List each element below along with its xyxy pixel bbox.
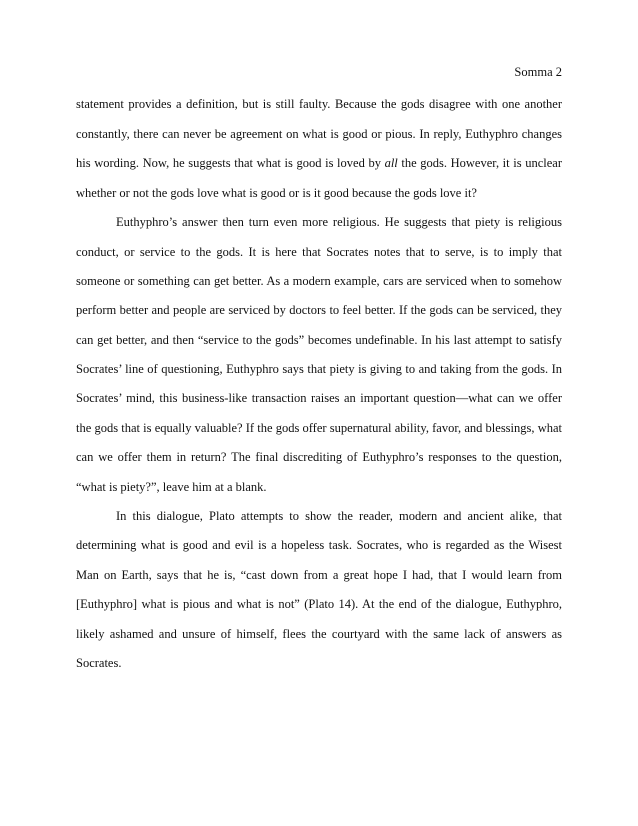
paragraph-2-line-7: Socrates’ mind, this business-like transaction raises an important question—what can we offer: [76, 391, 562, 405]
paragraph-1-line-1: statement provides a definition, but is still faulty. Because the gods disagree with one another: [76, 97, 562, 111]
paragraph-2-line-5: can get better, and then “service to the gods” becomes undefinable. In his last attempt to satisfy: [76, 333, 562, 347]
paragraph-2-line-10: “what is piety?”, leave him at a blank.: [76, 480, 267, 494]
paragraph-2-line-9: can we offer them in return? The final discrediting of Euthyphro’s responses to the question,: [76, 450, 562, 464]
paragraph-2-line-6: Socrates’ line of questioning, Euthyphro says that piety is giving to and taking from the gods. In: [76, 362, 562, 376]
running-header: Somma 2: [514, 65, 562, 79]
line-3-part-2: the gods. However, it is unclear: [397, 156, 562, 170]
paragraph-1-line-3: [76, 155, 562, 171]
paragraph-1-line-2: constantly, there can never be agreement on what is good or pious. In reply, Euthyphro changes: [76, 127, 562, 141]
paragraph-3-line-5: likely ashamed and unsure of himself, flees the courtyard with the same lack of answers as: [76, 627, 562, 641]
paragraph-3-line-4: [Euthyphro] what is pious and what is not” (Plato 14). At the end of the dialogue, Euthyphro,: [76, 597, 562, 611]
paragraph-2-line-2: conduct, or service to the gods. It is here that Socrates notes that to serve, is to imply that: [76, 245, 562, 259]
emphasis-all: all: [384, 156, 398, 170]
paragraph-2-line-3: someone or something can get better. As a modern example, cars are serviced when to somehow: [76, 274, 562, 288]
line-3-part-1: his wording. Now, he suggests that what is good is loved by: [76, 156, 385, 170]
paragraph-3-line-2: determining what is good and evil is a hopeless task. Socrates, who is regarded as the Wisest: [76, 538, 562, 552]
paragraph-3-line-3: Man on Earth, says that he is, “cast down from a great hope I had, that I would learn from: [76, 568, 562, 582]
paragraph-1-line-4: whether or not the gods love what is good or is it good because the gods love it?: [76, 186, 477, 200]
paragraph-3-line-6: Socrates.: [76, 656, 122, 670]
paragraph-3-line-1: In this dialogue, Plato attempts to show the reader, modern and ancient alike, that: [116, 509, 562, 523]
paragraph-2-line-8: the gods that is equally valuable? If the gods offer supernatural ability, favor, and blessings, what: [76, 421, 562, 435]
paragraph-2-line-4: perform better and people are serviced by doctors to feel better. If the gods can be serviced, they: [76, 303, 562, 317]
paragraph-2-line-1: Euthyphro’s answer then turn even more religious. He suggests that piety is religious: [116, 215, 562, 229]
